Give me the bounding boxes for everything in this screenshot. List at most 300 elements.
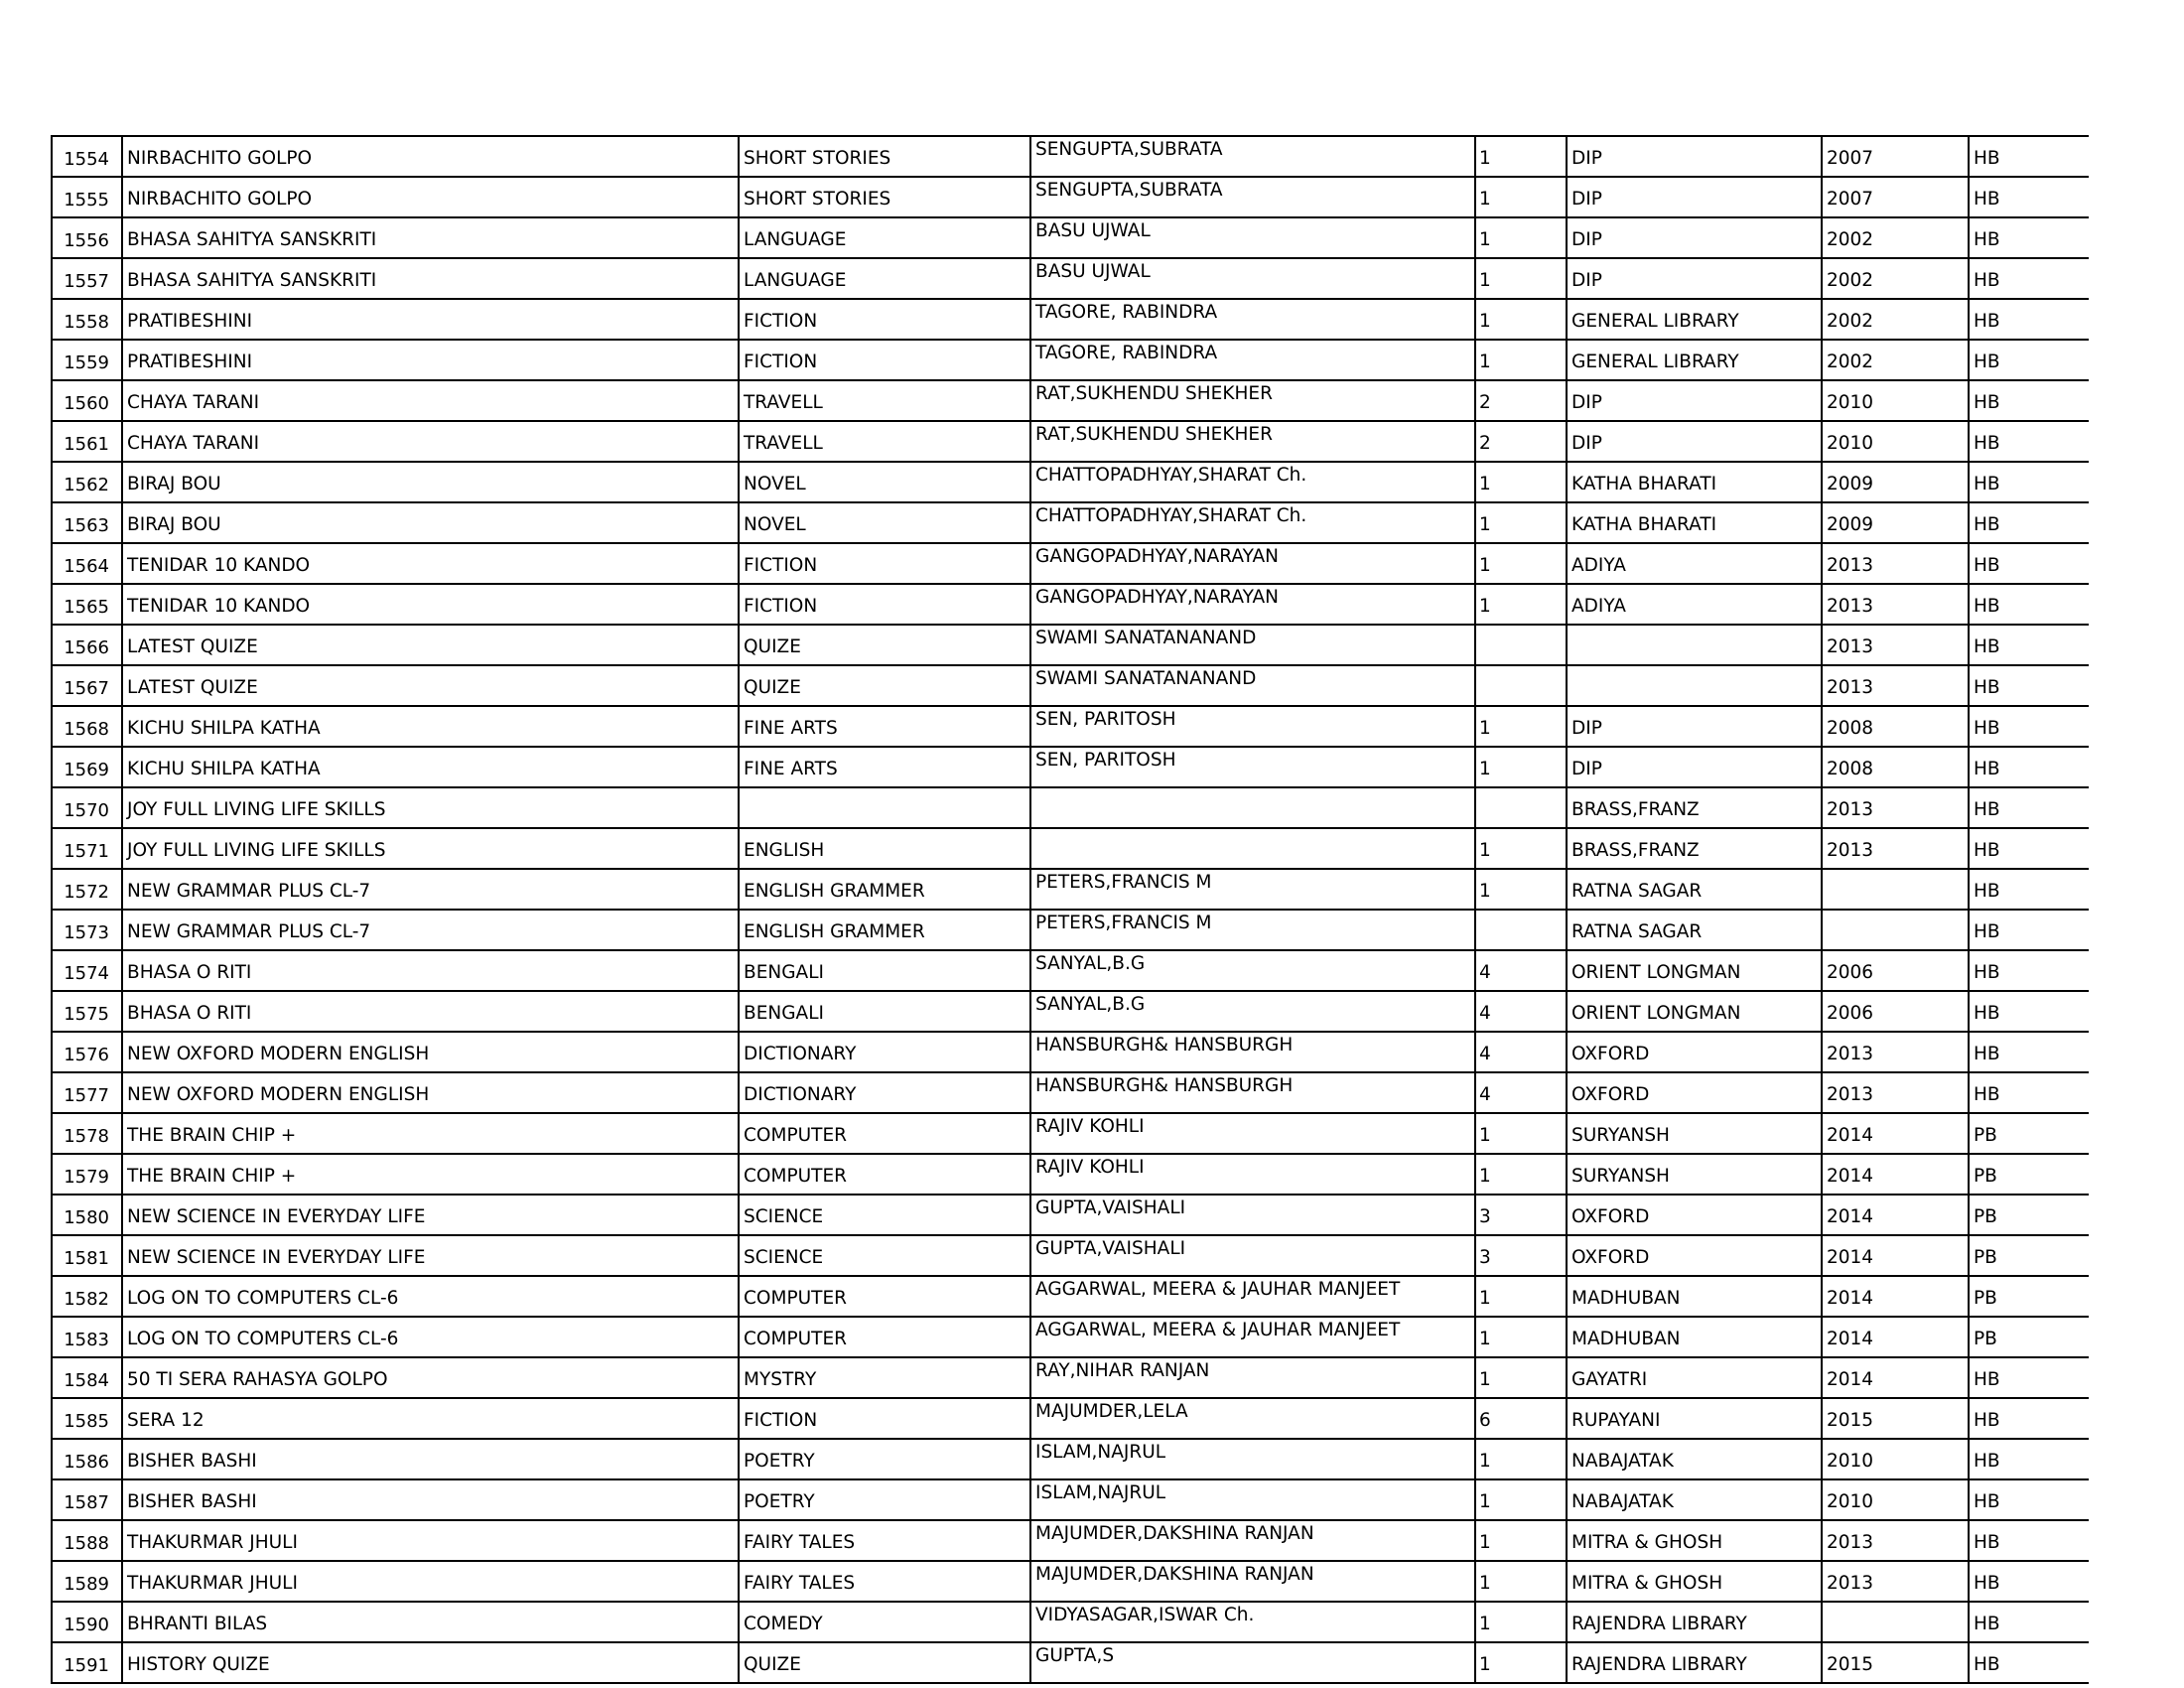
year-cell: 2013 — [1822, 828, 1969, 869]
copies-cell: 4 — [1475, 950, 1567, 991]
publisher-cell: DIP — [1567, 380, 1822, 421]
binding-cell: HB — [1969, 217, 2089, 258]
book-title-cell: CHAYA TARANI — [122, 421, 739, 462]
author-cell: SENGUPTA,SUBRATA — [1030, 177, 1475, 217]
binding-cell: HB — [1969, 1357, 2089, 1398]
publisher-cell: DIP — [1567, 177, 1822, 217]
copies-cell: 4 — [1475, 991, 1567, 1032]
category-cell: POETRY — [739, 1439, 1030, 1479]
accession-number-cell: 1556 — [52, 217, 122, 258]
category-cell: FICTION — [739, 1398, 1030, 1439]
year-cell: 2009 — [1822, 502, 1969, 543]
publisher-cell: RATNA SAGAR — [1567, 910, 1822, 950]
table-row — [52, 1276, 2089, 1317]
book-title-cell: BIRAJ BOU — [122, 502, 739, 543]
category-cell: FICTION — [739, 543, 1030, 584]
year-cell: 2010 — [1822, 380, 1969, 421]
category-cell: ENGLISH GRAMMER — [739, 869, 1030, 910]
accession-number-cell: 1577 — [52, 1072, 122, 1113]
book-title-cell: TENIDAR 10 KANDO — [122, 543, 739, 584]
binding-cell: HB — [1969, 1520, 2089, 1561]
binding-cell: HB — [1969, 299, 2089, 340]
binding-cell: HB — [1969, 828, 2089, 869]
accession-number-cell: 1565 — [52, 584, 122, 625]
book-title-cell: BHASA O RITI — [122, 991, 739, 1032]
table-row — [52, 869, 2089, 910]
publisher-cell: OXFORD — [1567, 1195, 1822, 1235]
table-row — [52, 991, 2089, 1032]
author-cell: HANSBURGH& HANSBURGH — [1030, 1032, 1475, 1072]
year-cell — [1822, 1602, 1969, 1642]
copies-cell — [1475, 625, 1567, 665]
publisher-cell: GAYATRI — [1567, 1357, 1822, 1398]
year-cell: 2013 — [1822, 1072, 1969, 1113]
accession-number-cell: 1560 — [52, 380, 122, 421]
accession-number-cell: 1588 — [52, 1520, 122, 1561]
publisher-cell: NABAJATAK — [1567, 1479, 1822, 1520]
author-cell: RAJIV KOHLI — [1030, 1154, 1475, 1195]
binding-cell: HB — [1969, 380, 2089, 421]
author-cell: MAJUMDER,LELA — [1030, 1398, 1475, 1439]
table-row — [52, 1479, 2089, 1520]
book-title-cell: NEW GRAMMAR PLUS CL-7 — [122, 910, 739, 950]
category-cell: COMPUTER — [739, 1276, 1030, 1317]
category-cell: NOVEL — [739, 462, 1030, 502]
table-row — [52, 665, 2089, 706]
table-row — [52, 340, 2089, 380]
year-cell: 2006 — [1822, 950, 1969, 991]
author-cell: CHATTOPADHYAY,SHARAT Ch. — [1030, 462, 1475, 502]
binding-cell: HB — [1969, 1072, 2089, 1113]
category-cell: BENGALI — [739, 991, 1030, 1032]
author-cell — [1030, 787, 1475, 828]
publisher-cell: BRASS,FRANZ — [1567, 828, 1822, 869]
binding-cell: HB — [1969, 1602, 2089, 1642]
category-cell: SCIENCE — [739, 1195, 1030, 1235]
publisher-cell: DIP — [1567, 258, 1822, 299]
copies-cell: 1 — [1475, 1357, 1567, 1398]
table-row — [52, 299, 2089, 340]
year-cell: 2013 — [1822, 584, 1969, 625]
accession-number-cell: 1554 — [52, 136, 122, 177]
table-row — [52, 380, 2089, 421]
book-title-cell: JOY FULL LIVING LIFE SKILLS — [122, 828, 739, 869]
book-title-cell: BIRAJ BOU — [122, 462, 739, 502]
publisher-cell: MADHUBAN — [1567, 1317, 1822, 1357]
book-title-cell: NIRBACHITO GOLPO — [122, 136, 739, 177]
year-cell: 2014 — [1822, 1154, 1969, 1195]
publisher-cell: NABAJATAK — [1567, 1439, 1822, 1479]
table-row — [52, 1398, 2089, 1439]
book-title-cell: LATEST QUIZE — [122, 625, 739, 665]
binding-cell: PB — [1969, 1235, 2089, 1276]
category-cell: TRAVELL — [739, 380, 1030, 421]
binding-cell: HB — [1969, 543, 2089, 584]
year-cell: 2002 — [1822, 340, 1969, 380]
publisher-cell: SURYANSH — [1567, 1113, 1822, 1154]
author-cell: GANGOPADHYAY,NARAYAN — [1030, 584, 1475, 625]
book-title-cell: KICHU SHILPA KATHA — [122, 706, 739, 747]
copies-cell — [1475, 910, 1567, 950]
year-cell: 2013 — [1822, 1561, 1969, 1602]
copies-cell: 1 — [1475, 1642, 1567, 1683]
year-cell — [1822, 869, 1969, 910]
accession-number-cell: 1579 — [52, 1154, 122, 1195]
binding-cell: HB — [1969, 340, 2089, 380]
year-cell: 2010 — [1822, 1479, 1969, 1520]
year-cell — [1822, 910, 1969, 950]
category-cell: SHORT STORIES — [739, 177, 1030, 217]
binding-cell: HB — [1969, 1642, 2089, 1683]
author-cell: RAT,SUKHENDU SHEKHER — [1030, 380, 1475, 421]
table-row — [52, 502, 2089, 543]
author-cell: SEN, PARITOSH — [1030, 747, 1475, 787]
publisher-cell: GENERAL LIBRARY — [1567, 340, 1822, 380]
category-cell: FAIRY TALES — [739, 1561, 1030, 1602]
accession-number-cell: 1578 — [52, 1113, 122, 1154]
binding-cell: HB — [1969, 910, 2089, 950]
category-cell: TRAVELL — [739, 421, 1030, 462]
publisher-cell: RUPAYANI — [1567, 1398, 1822, 1439]
accession-number-cell: 1562 — [52, 462, 122, 502]
accession-number-cell: 1572 — [52, 869, 122, 910]
author-cell: TAGORE, RABINDRA — [1030, 299, 1475, 340]
table-row — [52, 1154, 2089, 1195]
publisher-cell: OXFORD — [1567, 1032, 1822, 1072]
accession-number-cell: 1566 — [52, 625, 122, 665]
accession-number-cell: 1574 — [52, 950, 122, 991]
year-cell: 2013 — [1822, 625, 1969, 665]
copies-cell: 1 — [1475, 136, 1567, 177]
publisher-cell: KATHA BHARATI — [1567, 462, 1822, 502]
publisher-cell: DIP — [1567, 747, 1822, 787]
author-cell: RAT,SUKHENDU SHEKHER — [1030, 421, 1475, 462]
accession-number-cell: 1591 — [52, 1642, 122, 1683]
copies-cell: 1 — [1475, 1276, 1567, 1317]
copies-cell: 3 — [1475, 1195, 1567, 1235]
author-cell: HANSBURGH& HANSBURGH — [1030, 1072, 1475, 1113]
table-row — [52, 421, 2089, 462]
publisher-cell: GENERAL LIBRARY — [1567, 299, 1822, 340]
copies-cell: 1 — [1475, 462, 1567, 502]
category-cell: FICTION — [739, 584, 1030, 625]
author-cell: SANYAL,B.G — [1030, 991, 1475, 1032]
author-cell: MAJUMDER,DAKSHINA RANJAN — [1030, 1520, 1475, 1561]
category-cell: COMPUTER — [739, 1113, 1030, 1154]
copies-cell: 1 — [1475, 1317, 1567, 1357]
binding-cell: HB — [1969, 991, 2089, 1032]
publisher-cell: SURYANSH — [1567, 1154, 1822, 1195]
table-row — [52, 1072, 2089, 1113]
table-row — [52, 1317, 2089, 1357]
author-cell: ISLAM,NAJRUL — [1030, 1439, 1475, 1479]
category-cell: FAIRY TALES — [739, 1520, 1030, 1561]
book-title-cell: NEW GRAMMAR PLUS CL-7 — [122, 869, 739, 910]
publisher-cell: DIP — [1567, 706, 1822, 747]
year-cell: 2013 — [1822, 665, 1969, 706]
table-row — [52, 625, 2089, 665]
table-row — [52, 1561, 2089, 1602]
category-cell: FINE ARTS — [739, 747, 1030, 787]
copies-cell: 1 — [1475, 502, 1567, 543]
binding-cell: HB — [1969, 1398, 2089, 1439]
copies-cell: 1 — [1475, 543, 1567, 584]
accession-number-cell: 1590 — [52, 1602, 122, 1642]
year-cell: 2002 — [1822, 217, 1969, 258]
accession-number-cell: 1582 — [52, 1276, 122, 1317]
category-cell: NOVEL — [739, 502, 1030, 543]
author-cell: ISLAM,NAJRUL — [1030, 1479, 1475, 1520]
accession-number-cell: 1589 — [52, 1561, 122, 1602]
category-cell: DICTIONARY — [739, 1072, 1030, 1113]
table-row — [52, 747, 2089, 787]
table-row — [52, 584, 2089, 625]
year-cell: 2014 — [1822, 1235, 1969, 1276]
author-cell: BASU UJWAL — [1030, 258, 1475, 299]
author-cell: PETERS,FRANCIS M — [1030, 869, 1475, 910]
table-row — [52, 177, 2089, 217]
author-cell: VIDYASAGAR,ISWAR Ch. — [1030, 1602, 1475, 1642]
table-row — [52, 910, 2089, 950]
publisher-cell: RATNA SAGAR — [1567, 869, 1822, 910]
binding-cell: HB — [1969, 625, 2089, 665]
accession-number-cell: 1587 — [52, 1479, 122, 1520]
category-cell: ENGLISH GRAMMER — [739, 910, 1030, 950]
binding-cell: HB — [1969, 258, 2089, 299]
table-row — [52, 1195, 2089, 1235]
category-cell: FICTION — [739, 340, 1030, 380]
table-row — [52, 1520, 2089, 1561]
author-cell: SANYAL,B.G — [1030, 950, 1475, 991]
author-cell: RAY,NIHAR RANJAN — [1030, 1357, 1475, 1398]
binding-cell: HB — [1969, 747, 2089, 787]
year-cell: 2014 — [1822, 1357, 1969, 1398]
category-cell: QUIZE — [739, 625, 1030, 665]
accession-number-cell: 1585 — [52, 1398, 122, 1439]
copies-cell: 1 — [1475, 706, 1567, 747]
table-row — [52, 1642, 2089, 1683]
book-title-cell: NEW SCIENCE IN EVERYDAY LIFE — [122, 1235, 739, 1276]
year-cell: 2010 — [1822, 421, 1969, 462]
binding-cell: HB — [1969, 706, 2089, 747]
book-title-cell: BHASA SAHITYA SANSKRITI — [122, 217, 739, 258]
copies-cell: 1 — [1475, 747, 1567, 787]
publisher-cell: ADIYA — [1567, 584, 1822, 625]
year-cell: 2008 — [1822, 747, 1969, 787]
year-cell: 2014 — [1822, 1317, 1969, 1357]
publisher-cell: MADHUBAN — [1567, 1276, 1822, 1317]
table-row — [52, 217, 2089, 258]
publisher-cell: BRASS,FRANZ — [1567, 787, 1822, 828]
binding-cell: PB — [1969, 1195, 2089, 1235]
category-cell: COMPUTER — [739, 1317, 1030, 1357]
table-row — [52, 1032, 2089, 1072]
binding-cell: HB — [1969, 421, 2089, 462]
year-cell: 2008 — [1822, 706, 1969, 747]
year-cell: 2007 — [1822, 136, 1969, 177]
category-cell: QUIZE — [739, 665, 1030, 706]
book-catalog-table — [51, 135, 2089, 1684]
copies-cell: 3 — [1475, 1235, 1567, 1276]
publisher-cell: DIP — [1567, 421, 1822, 462]
binding-cell: HB — [1969, 665, 2089, 706]
table-row — [52, 136, 2089, 177]
category-cell: POETRY — [739, 1479, 1030, 1520]
book-title-cell: SERA 12 — [122, 1398, 739, 1439]
publisher-cell: OXFORD — [1567, 1235, 1822, 1276]
accession-number-cell: 1561 — [52, 421, 122, 462]
publisher-cell: KATHA BHARATI — [1567, 502, 1822, 543]
table-row — [52, 1439, 2089, 1479]
accession-number-cell: 1557 — [52, 258, 122, 299]
book-title-cell: BHASA O RITI — [122, 950, 739, 991]
binding-cell: HB — [1969, 950, 2089, 991]
accession-number-cell: 1584 — [52, 1357, 122, 1398]
publisher-cell: ADIYA — [1567, 543, 1822, 584]
year-cell: 2007 — [1822, 177, 1969, 217]
copies-cell: 1 — [1475, 177, 1567, 217]
book-title-cell: HISTORY QUIZE — [122, 1642, 739, 1683]
book-title-cell: PRATIBESHINI — [122, 299, 739, 340]
book-title-cell: LOG ON TO COMPUTERS CL-6 — [122, 1276, 739, 1317]
book-title-cell: KICHU SHILPA KATHA — [122, 747, 739, 787]
author-cell: GANGOPADHYAY,NARAYAN — [1030, 543, 1475, 584]
copies-cell: 1 — [1475, 217, 1567, 258]
publisher-cell: DIP — [1567, 217, 1822, 258]
category-cell: FICTION — [739, 299, 1030, 340]
copies-cell: 1 — [1475, 869, 1567, 910]
table-row — [52, 258, 2089, 299]
accession-number-cell: 1563 — [52, 502, 122, 543]
publisher-cell: RAJENDRA LIBRARY — [1567, 1602, 1822, 1642]
accession-number-cell: 1583 — [52, 1317, 122, 1357]
accession-number-cell: 1580 — [52, 1195, 122, 1235]
copies-cell: 2 — [1475, 421, 1567, 462]
copies-cell: 1 — [1475, 1479, 1567, 1520]
copies-cell: 1 — [1475, 1439, 1567, 1479]
copies-cell: 1 — [1475, 1154, 1567, 1195]
author-cell: GUPTA,VAISHALI — [1030, 1195, 1475, 1235]
year-cell: 2010 — [1822, 1439, 1969, 1479]
year-cell: 2009 — [1822, 462, 1969, 502]
binding-cell: HB — [1969, 1479, 2089, 1520]
publisher-cell: MITRA & GHOSH — [1567, 1561, 1822, 1602]
table-row — [52, 1357, 2089, 1398]
table-row — [52, 1113, 2089, 1154]
book-title-cell: NIRBACHITO GOLPO — [122, 177, 739, 217]
book-title-cell: NEW OXFORD MODERN ENGLISH — [122, 1032, 739, 1072]
table-row — [52, 462, 2089, 502]
accession-number-cell: 1569 — [52, 747, 122, 787]
year-cell: 2013 — [1822, 1520, 1969, 1561]
copies-cell: 1 — [1475, 299, 1567, 340]
accession-number-cell: 1567 — [52, 665, 122, 706]
binding-cell: HB — [1969, 502, 2089, 543]
accession-number-cell: 1576 — [52, 1032, 122, 1072]
accession-number-cell: 1570 — [52, 787, 122, 828]
table-row — [52, 828, 2089, 869]
binding-cell: HB — [1969, 869, 2089, 910]
year-cell: 2015 — [1822, 1642, 1969, 1683]
year-cell: 2006 — [1822, 991, 1969, 1032]
author-cell: SENGUPTA,SUBRATA — [1030, 136, 1475, 177]
binding-cell: HB — [1969, 1561, 2089, 1602]
author-cell: GUPTA,VAISHALI — [1030, 1235, 1475, 1276]
book-title-cell: NEW SCIENCE IN EVERYDAY LIFE — [122, 1195, 739, 1235]
accession-number-cell: 1581 — [52, 1235, 122, 1276]
binding-cell: HB — [1969, 787, 2089, 828]
category-cell: FINE ARTS — [739, 706, 1030, 747]
accession-number-cell: 1564 — [52, 543, 122, 584]
category-cell: SCIENCE — [739, 1235, 1030, 1276]
book-title-cell: NEW OXFORD MODERN ENGLISH — [122, 1072, 739, 1113]
table-row — [52, 787, 2089, 828]
binding-cell: PB — [1969, 1317, 2089, 1357]
copies-cell: 1 — [1475, 584, 1567, 625]
book-title-cell: BHASA SAHITYA SANSKRITI — [122, 258, 739, 299]
book-title-cell: LATEST QUIZE — [122, 665, 739, 706]
category-cell: COMEDY — [739, 1602, 1030, 1642]
category-cell: MYSTRY — [739, 1357, 1030, 1398]
author-cell — [1030, 828, 1475, 869]
year-cell: 2002 — [1822, 258, 1969, 299]
binding-cell: PB — [1969, 1113, 2089, 1154]
author-cell: AGGARWAL, MEERA & JAUHAR MANJEET — [1030, 1317, 1475, 1357]
copies-cell: 1 — [1475, 258, 1567, 299]
book-title-cell: THE BRAIN CHIP + — [122, 1154, 739, 1195]
book-title-cell: 50 TI SERA RAHASYA GOLPO — [122, 1357, 739, 1398]
copies-cell: 1 — [1475, 1113, 1567, 1154]
author-cell: SWAMI SANATANANAND — [1030, 625, 1475, 665]
table-row — [52, 706, 2089, 747]
copies-cell: 1 — [1475, 828, 1567, 869]
author-cell: RAJIV KOHLI — [1030, 1113, 1475, 1154]
binding-cell: HB — [1969, 1032, 2089, 1072]
year-cell: 2015 — [1822, 1398, 1969, 1439]
table-row — [52, 1602, 2089, 1642]
category-cell: COMPUTER — [739, 1154, 1030, 1195]
binding-cell: HB — [1969, 584, 2089, 625]
author-cell: CHATTOPADHYAY,SHARAT Ch. — [1030, 502, 1475, 543]
binding-cell: HB — [1969, 462, 2089, 502]
author-cell: SWAMI SANATANANAND — [1030, 665, 1475, 706]
book-title-cell: THAKURMAR JHULI — [122, 1520, 739, 1561]
copies-cell: 1 — [1475, 1561, 1567, 1602]
accession-number-cell: 1575 — [52, 991, 122, 1032]
category-cell — [739, 787, 1030, 828]
category-cell: DICTIONARY — [739, 1032, 1030, 1072]
publisher-cell: DIP — [1567, 136, 1822, 177]
binding-cell: HB — [1969, 1439, 2089, 1479]
table-row — [52, 1235, 2089, 1276]
book-title-cell: BISHER BASHI — [122, 1479, 739, 1520]
copies-cell — [1475, 787, 1567, 828]
accession-number-cell: 1558 — [52, 299, 122, 340]
copies-cell: 6 — [1475, 1398, 1567, 1439]
category-cell: SHORT STORIES — [739, 136, 1030, 177]
copies-cell: 4 — [1475, 1032, 1567, 1072]
year-cell: 2014 — [1822, 1195, 1969, 1235]
table-body — [52, 136, 2089, 1683]
copies-cell: 1 — [1475, 1520, 1567, 1561]
table-row — [52, 543, 2089, 584]
book-title-cell: THE BRAIN CHIP + — [122, 1113, 739, 1154]
accession-number-cell: 1568 — [52, 706, 122, 747]
year-cell: 2013 — [1822, 787, 1969, 828]
book-title-cell: TENIDAR 10 KANDO — [122, 584, 739, 625]
author-cell: MAJUMDER,DAKSHINA RANJAN — [1030, 1561, 1475, 1602]
publisher-cell: OXFORD — [1567, 1072, 1822, 1113]
